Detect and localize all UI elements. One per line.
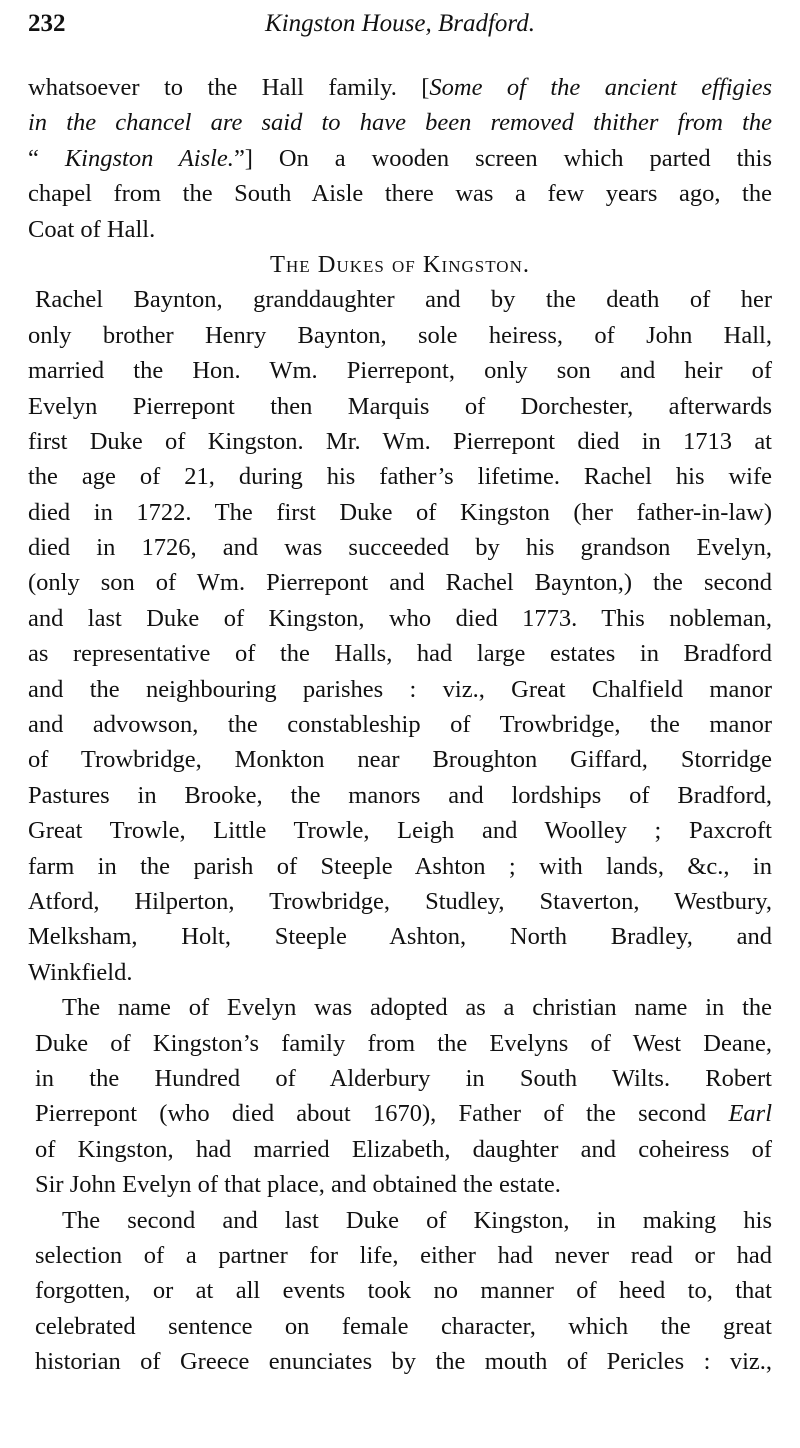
text-line	[28, 778, 772, 813]
text-segment: and advowson, the constableship of Trowbridge, the manor	[28, 711, 772, 739]
text-line	[28, 495, 772, 530]
paragraph	[28, 1203, 772, 1380]
text-segment: whatsoever to the Hall family. [	[28, 74, 430, 101]
text-segment: Great Trowle, Little Trowle, Leigh and Woolley ; Paxcroft	[28, 817, 772, 845]
text-segment: Sir John Evelyn of that place, and obtained the estate.	[35, 1171, 561, 1199]
text-line	[28, 424, 772, 459]
page-body	[28, 70, 772, 1379]
text-line	[28, 919, 772, 954]
text-segment: Coat of Hall.	[28, 215, 156, 243]
page-number: 232	[28, 10, 66, 37]
text-line	[28, 318, 772, 353]
text-segment: and last Duke of Kingston, who died 1773. This nobleman,	[28, 604, 772, 632]
text-line	[28, 565, 772, 600]
text-line	[28, 601, 772, 636]
text-line	[35, 1344, 772, 1379]
text-segment: celebrated sentence on female character, which the great	[35, 1312, 772, 1340]
text-line	[28, 742, 772, 777]
text-segment: ”] On a wooden screen which parted this	[233, 144, 772, 172]
text-line	[35, 1132, 772, 1167]
text-line	[35, 1203, 772, 1238]
text-segment: only brother Henry Baynton, sole heiress, of John Hall,	[28, 321, 772, 349]
text-line	[28, 247, 772, 282]
paragraph	[28, 70, 772, 247]
italic-text: Some of the ancient effigies	[429, 74, 772, 101]
text-line	[28, 672, 772, 707]
text-segment: The name of Evelyn was adopted as a christian name in the	[62, 994, 772, 1022]
text-line	[28, 141, 772, 176]
text-segment: The second and last Duke of Kingston, in making his	[62, 1206, 772, 1234]
text-line	[35, 1026, 772, 1061]
paragraph	[28, 282, 772, 990]
text-segment: Pastures in Brooke, the manors and lordships of Bradford,	[28, 781, 772, 809]
page-header	[28, 10, 772, 46]
text-segment: of Trowbridge, Monkton near Broughton Giffard, Storridge	[28, 746, 772, 774]
text-segment: Atford, Hilperton, Trowbridge, Studley, Staverton, Westbury,	[28, 887, 772, 915]
text-segment: as representative of the Halls, had large estates in Bradford	[28, 640, 772, 668]
text-segment: Winkfield.	[28, 958, 133, 986]
text-line	[28, 636, 772, 671]
text-segment: the age of 21, during his father’s lifetime. Rachel his wife	[28, 463, 772, 491]
text-segment: “	[28, 144, 65, 172]
text-line	[28, 884, 772, 919]
text-line	[28, 530, 772, 565]
text-segment: in the Hundred of Alderbury in South Wilts. Robert	[35, 1064, 772, 1092]
text-line	[28, 176, 772, 211]
text-segment: and the neighbouring parishes : viz., Great Chalfield manor	[28, 675, 772, 703]
text-line	[35, 990, 772, 1025]
text-line	[28, 389, 772, 424]
text-line	[28, 353, 772, 388]
text-segment: Duke of Kingston’s family from the Evelyns of West Deane,	[35, 1029, 772, 1057]
paragraph	[28, 990, 772, 1202]
text-segment: died in 1722. The first Duke of Kingston (her father-in-law)	[28, 498, 772, 526]
text-segment: Melksham, Holt, Steeple Ashton, North Bradley, and	[28, 923, 772, 951]
text-line	[28, 459, 772, 494]
text-segment: first Duke of Kingston. Mr. Wm. Pierrepont died in 1713 at	[28, 427, 772, 455]
italic-text: in the chancel are said to have been removed thither from the	[28, 109, 772, 137]
text-line	[35, 1167, 772, 1202]
text-line	[28, 813, 772, 848]
text-segment: chapel from the South Aisle there was a few years ago, the	[28, 180, 772, 208]
text-segment: Pierrepont (who died about 1670), Father of the second	[35, 1100, 729, 1128]
text-line	[28, 212, 772, 247]
text-line	[28, 282, 772, 317]
text-line	[28, 70, 772, 105]
text-segment: Evelyn Pierrepont then Marquis of Dorchester, afterwards	[28, 392, 772, 420]
text-segment: married the Hon. Wm. Pierrepont, only son and heir of	[28, 357, 772, 385]
text-line	[35, 1061, 772, 1096]
text-segment: selection of a partner for life, either had never read or had	[35, 1241, 772, 1269]
text-line	[28, 955, 772, 990]
text-line	[35, 1238, 772, 1273]
section-heading	[28, 247, 772, 282]
text-segment: of Kingston, had married Elizabeth, daughter and coheiress of	[35, 1135, 772, 1163]
text-line	[28, 105, 772, 140]
text-segment: died in 1726, and was succeeded by his grandson Evelyn,	[28, 534, 772, 562]
text-line	[35, 1309, 772, 1344]
text-segment: historian of Greece enunciates by the mouth of Pericles : viz.,	[35, 1348, 772, 1376]
italic-text: Earl	[728, 1100, 772, 1128]
running-title: Kingston House, Bradford.	[265, 10, 535, 37]
text-segment: (only son of Wm. Pierrepont and Rachel Baynton,) the second	[28, 569, 772, 597]
text-segment: The Dukes of Kingston.	[270, 250, 530, 278]
text-line	[35, 1096, 772, 1131]
text-segment: Rachel Baynton, granddaughter and by the death of her	[35, 286, 772, 314]
text-line	[35, 1273, 772, 1308]
text-line	[28, 707, 772, 742]
italic-text: Kingston Aisle.	[64, 144, 234, 172]
text-segment: farm in the parish of Steeple Ashton ; with lands, &c., in	[28, 852, 772, 880]
text-segment: forgotten, or at all events took no manner of heed to, that	[35, 1277, 772, 1305]
text-line	[28, 849, 772, 884]
